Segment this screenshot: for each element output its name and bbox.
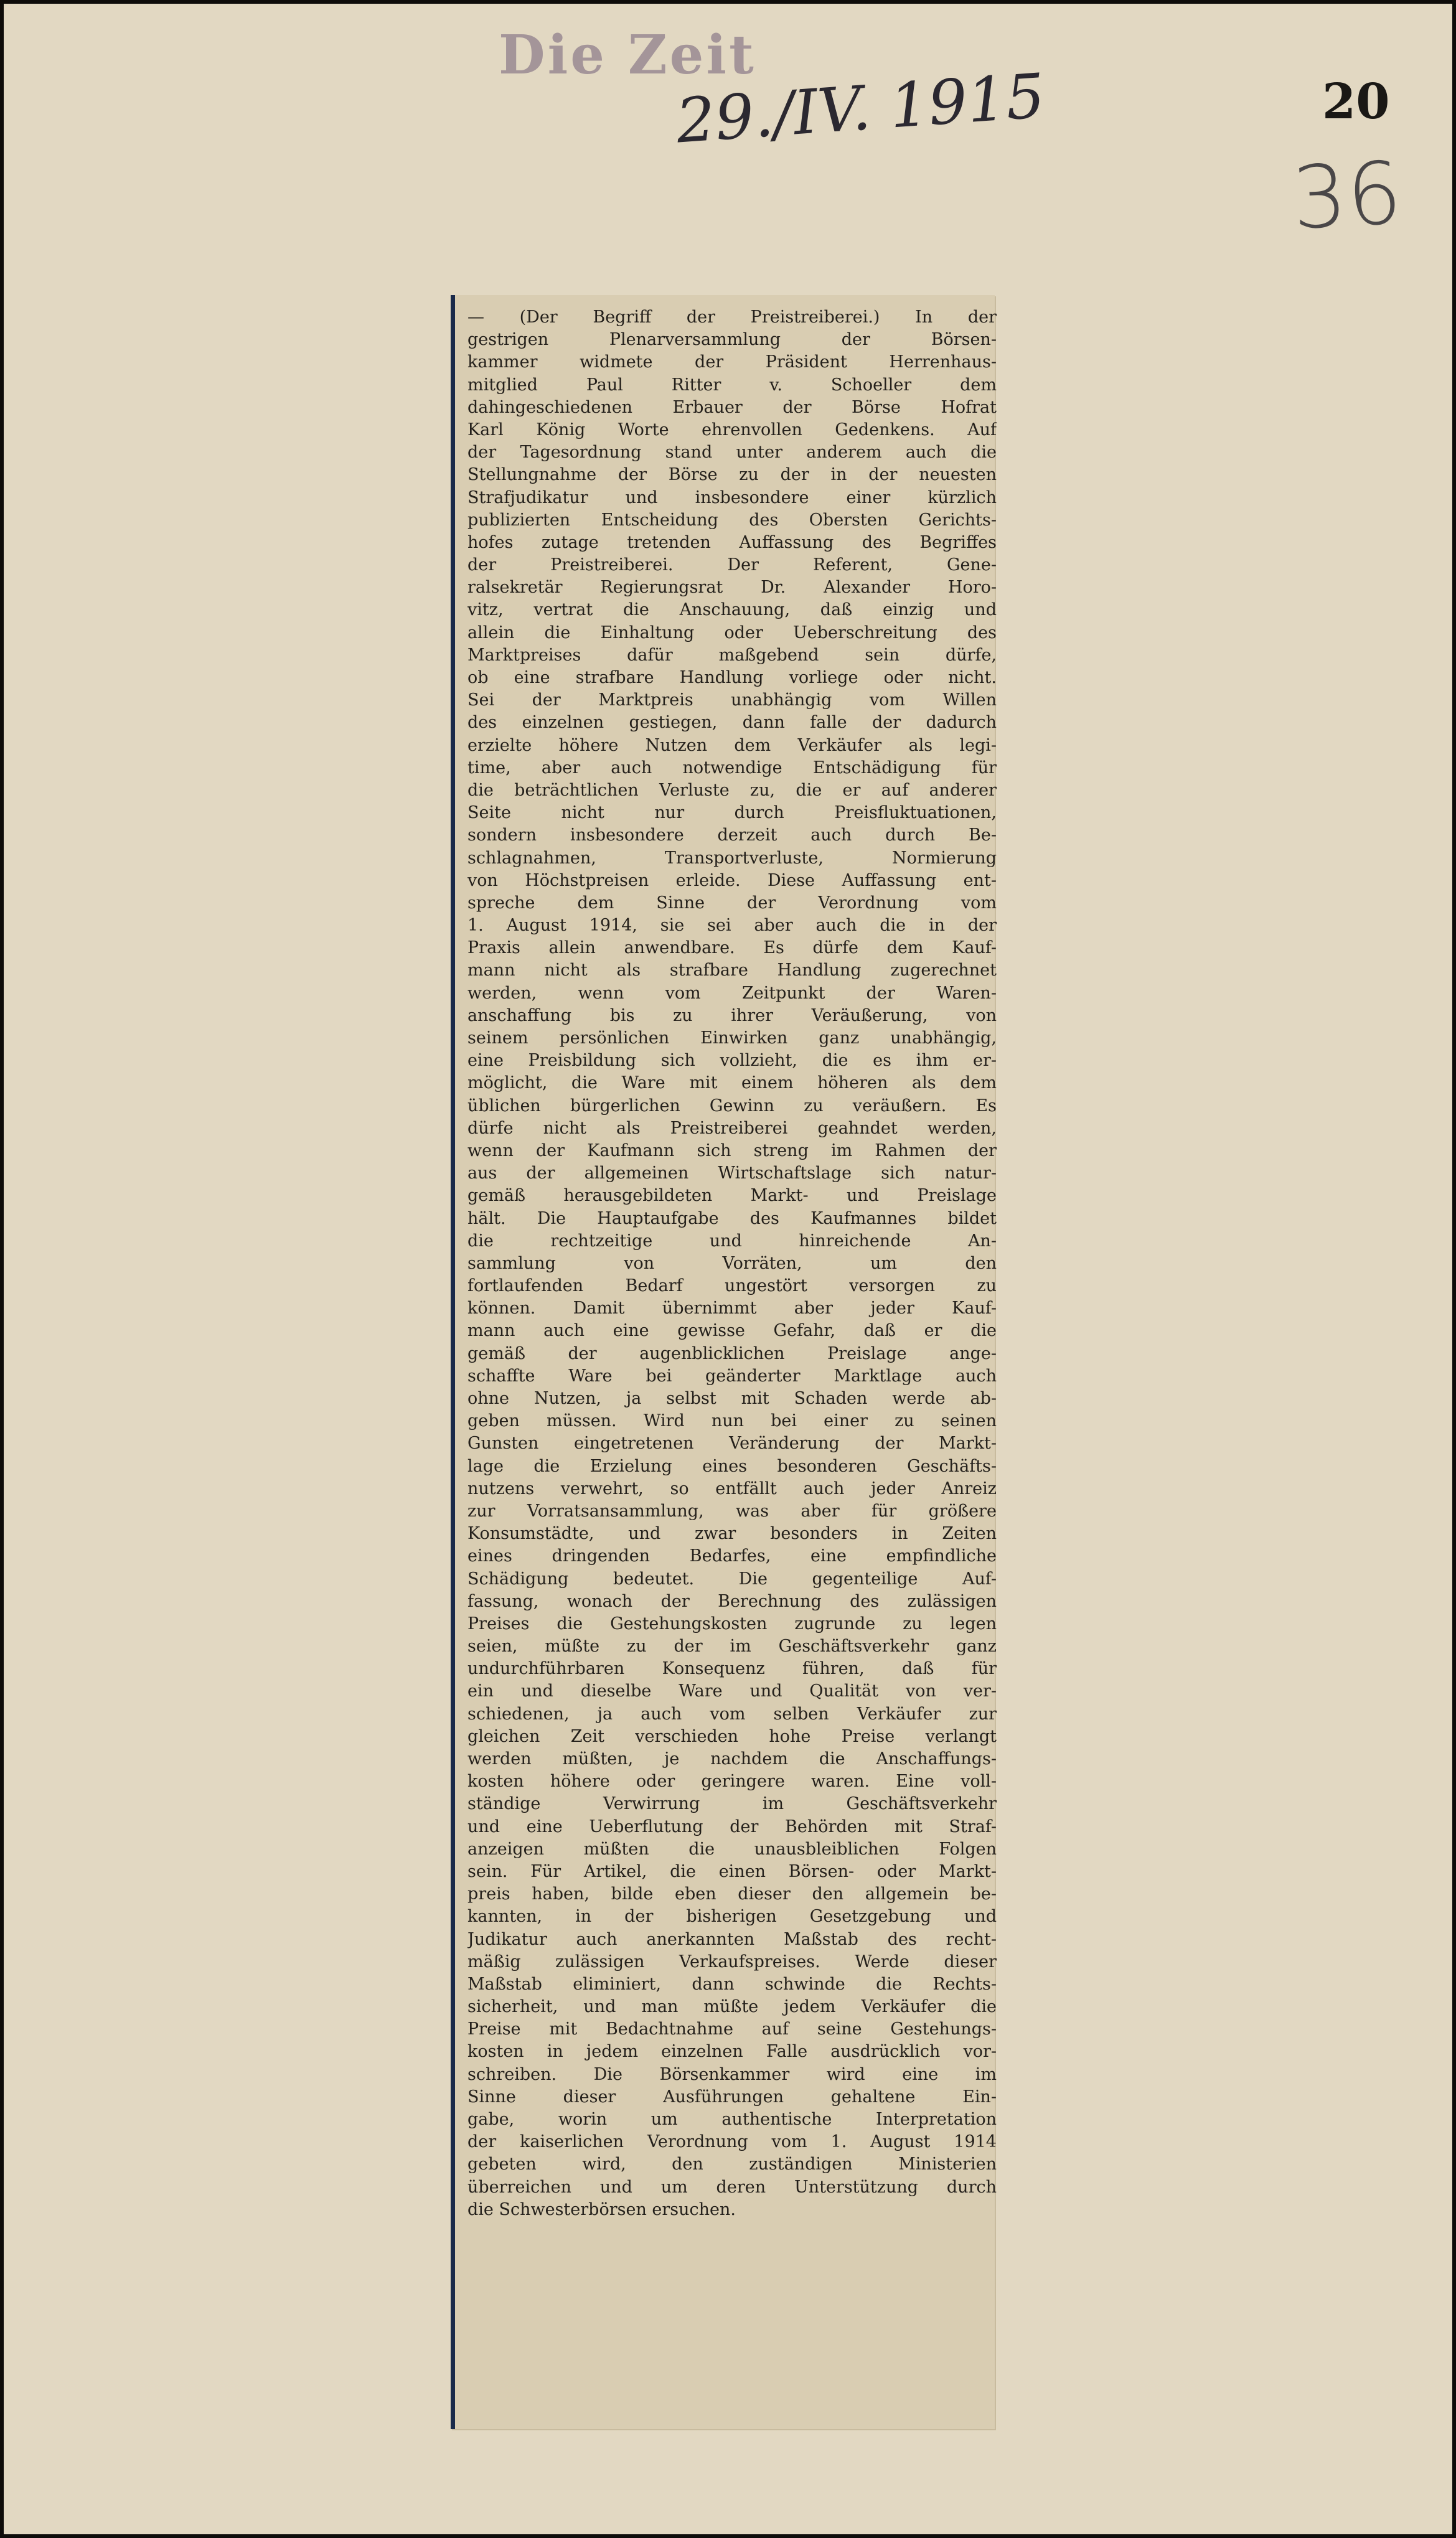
article-line: ralsekretär Regierungsrat Dr. Alexander Horo- <box>467 578 997 598</box>
article-line: sicherheit, und man müßte jedem Verkäufer die <box>467 1997 997 2017</box>
article-line: Sei der Marktpreis unabhängig vom Willen <box>467 690 997 710</box>
article-line: fortlaufenden Bedarf ungestört versorgen zu <box>467 1276 997 1296</box>
article-line: undurchführbaren Konsequenz führen, daß für <box>467 1659 997 1679</box>
article-line: gleichen Zeit verschieden hohe Preise verlangt <box>467 1726 997 1746</box>
article-line: preis haben, bilde eben dieser den allgemein be- <box>467 1884 997 1904</box>
article-line: nutzens verwehrt, so entfällt auch jeder Anreiz <box>467 1478 997 1498</box>
article-line: anschaffung bis zu ihrer Veräußerung, von <box>467 1005 997 1025</box>
article-line: Gunsten eingetretenen Veränderung der Markt- <box>467 1434 997 1454</box>
article-line: gestrigen Plenarversammlung der Börsen- <box>467 330 997 350</box>
article-line: aus der allgemeinen Wirtschaftslage sich natur- <box>467 1163 997 1183</box>
article-line: erzielte höhere Nutzen dem Verkäufer als legi- <box>467 735 997 755</box>
article-line: 1. August 1914, sie sei aber auch die in der <box>467 916 997 936</box>
article-line: sondern insbesondere derzeit auch durch Be- <box>467 825 997 845</box>
article-line: werden, wenn vom Zeitpunkt der Waren- <box>467 983 997 1003</box>
article-line: eine Preisbildung sich vollzieht, die es ihm er- <box>467 1051 997 1071</box>
article-line: sammlung von Vorräten, um den <box>467 1253 997 1273</box>
article-line: und eine Ueberflutung der Behörden mit Straf- <box>467 1817 997 1836</box>
article-line: Strafjudikatur und insbesondere einer kürzlich <box>467 487 997 507</box>
newspaper-stamp: Die Zeit <box>499 24 756 87</box>
article-line: schaffte Ware bei geänderter Marktlage auch <box>467 1366 997 1386</box>
article-line: Karl König Worte ehrenvollen Gedenkens. Auf <box>467 420 997 439</box>
article-line: die rechtzeitige und hinreichende An- <box>467 1231 997 1251</box>
article-line: ein und dieselbe Ware und Qualität von ver- <box>467 1681 997 1701</box>
article-line: sein. Für Artikel, die einen Börsen- oder Markt- <box>467 1861 997 1881</box>
handwritten-folio-number: 36 <box>1289 143 1404 249</box>
article-line: Preise mit Bedachtnahme auf seine Gestehungs- <box>467 2019 997 2039</box>
article-line: eines dringenden Bedarfes, eine empfindliche <box>467 1546 997 1566</box>
article-line: Judikatur auch anerkannten Maßstab des recht- <box>467 1929 997 1949</box>
newspaper-clipping <box>451 295 995 2429</box>
article-line: seinem persönlichen Einwirken ganz unabhängig, <box>467 1028 997 1048</box>
article-line: die beträchtlichen Verluste zu, die er auf anderer <box>467 780 997 800</box>
article-line: gemäß der augenblicklichen Preislage ange- <box>467 1343 997 1363</box>
article-line: fassung, wonach der Berechnung des zulässigen <box>467 1591 997 1611</box>
article-line: hält. Die Hauptaufgabe des Kaufmannes bildet <box>467 1208 997 1228</box>
article-line: die Schwesterbörsen ersuchen. <box>467 2199 736 2219</box>
article-line: Konsumstädte, und zwar besonders in Zeiten <box>467 1524 997 1544</box>
article-line: schiedenen, ja auch vom selben Verkäufer zur <box>467 1704 997 1724</box>
article-line: kannten, in der bisherigen Gesetzgebung und <box>467 1907 997 1927</box>
article-line: dürfe nicht als Preistreiberei geahndet werden, <box>467 1118 997 1138</box>
article-line: ob eine strafbare Handlung vorliege oder nicht. <box>467 668 997 687</box>
article-line: allein die Einhaltung oder Ueberschreitung des <box>467 623 997 642</box>
article-line: schreiben. Die Börsenkammer wird eine im <box>467 2064 997 2084</box>
article-line: — (Der Begriff der Preistreiberei.) In der <box>467 308 997 327</box>
page-number: 20 <box>1322 73 1390 130</box>
article-line: geben müssen. Wird nun bei einer zu seinen <box>467 1411 997 1431</box>
article-line: kammer widmete der Präsident Herrenhaus- <box>467 352 997 372</box>
article-line: schlagnahmen, Transportverluste, Normierung <box>467 848 997 868</box>
article-line: der Preistreiberei. Der Referent, Gene- <box>467 555 997 575</box>
article-line: Marktpreises dafür maßgebend sein dürfe, <box>467 645 997 665</box>
article-line: time, aber auch notwendige Entschädigung für <box>467 758 997 778</box>
article-line: zur Vorratsansammlung, was aber für größere <box>467 1501 997 1521</box>
article-line: können. Damit übernimmt aber jeder Kauf- <box>467 1299 997 1318</box>
article-line: Seite nicht nur durch Preisfluktuationen, <box>467 803 997 823</box>
article-line: ständige Verwirrung im Geschäftsverkehr <box>467 1794 997 1814</box>
article-line: von Höchstpreisen erleide. Diese Auffassung ent- <box>467 870 997 890</box>
article-line: Maßstab eliminiert, dann schwinde die Rechts- <box>467 1974 997 1994</box>
article-line: ohne Nutzen, ja selbst mit Schaden werde ab- <box>467 1389 997 1408</box>
article-line: spreche dem Sinne der Verordnung vom <box>467 893 997 913</box>
article-line: mann auch eine gewisse Gefahr, daß er die <box>467 1321 997 1341</box>
article-line: der kaiserlichen Verordnung vom 1. August 1914 <box>467 2132 997 2152</box>
article-text <box>467 306 997 2420</box>
article-line: werden müßten, je nachdem die Anschaffungs- <box>467 1749 997 1769</box>
article-line: seien, müßte zu der im Geschäftsverkehr ganz <box>467 1637 997 1657</box>
article-line: hofes zutage tretenden Auffassung des Begriffes <box>467 532 997 552</box>
article-line: mäßig zulässigen Verkaufspreises. Werde dieser <box>467 1952 997 1972</box>
article-line: gabe, worin um authentische Interpretation <box>467 2110 997 2129</box>
article-line: üblichen bürgerlichen Gewinn zu veräußern. Es <box>467 1096 997 1116</box>
article-line: gemäß herausgebildeten Markt- und Preislage <box>467 1186 997 1206</box>
article-line: Praxis allein anwendbare. Es dürfe dem Kauf- <box>467 938 997 958</box>
article-line: kosten höhere oder geringere waren. Eine voll- <box>467 1772 997 1792</box>
article-line: gebeten wird, den zuständigen Ministerien <box>467 2155 997 2174</box>
article-line: der Tagesordnung stand unter anderem auch die <box>467 443 997 463</box>
article-line: lage die Erzielung eines besonderen Geschäfts- <box>467 1456 997 1476</box>
article-line: mann nicht als strafbare Handlung zugerechnet <box>467 961 997 980</box>
article-line: Preises die Gestehungskosten zugrunde zu legen <box>467 1614 997 1633</box>
article-line: des einzelnen gestiegen, dann falle der dadurch <box>467 713 997 733</box>
article-line: publizierten Entscheidung des Obersten Gerichts- <box>467 510 997 530</box>
article-line: vitz, vertrat die Anschauung, daß einzig und <box>467 600 997 620</box>
article-line: mitglied Paul Ritter v. Schoeller dem <box>467 375 997 395</box>
article-line: Sinne dieser Ausführungen gehaltene Ein- <box>467 2087 997 2107</box>
article-line: Schädigung bedeutet. Die gegenteilige Auf- <box>467 1569 997 1589</box>
handwritten-date: 29./IV. 1915 <box>674 60 1048 157</box>
article-line: möglicht, die Ware mit einem höheren als dem <box>467 1073 997 1093</box>
article-line: Stellungnahme der Börse zu der in der neuesten <box>467 465 997 485</box>
article-line: anzeigen müßten die unausbleiblichen Folgen <box>467 1839 997 1859</box>
article-line: überreichen und um deren Unterstützung durch <box>467 2177 997 2197</box>
article-line: kosten in jedem einzelnen Falle ausdrücklich vor- <box>467 2042 997 2062</box>
article-line: wenn der Kaufmann sich streng im Rahmen der <box>467 1140 997 1160</box>
article-line: dahingeschiedenen Erbauer der Börse Hofrat <box>467 397 997 417</box>
